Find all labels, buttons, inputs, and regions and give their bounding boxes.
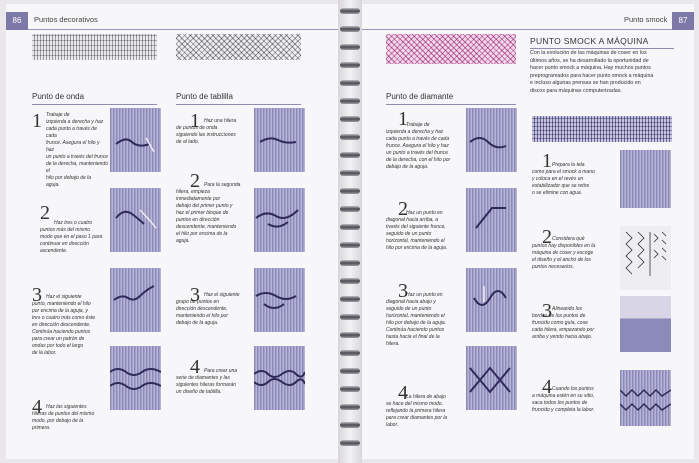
- header-rule: [362, 29, 672, 30]
- sample-swatch-trellis: [176, 34, 301, 60]
- step-text: Haz el siguiente grupo de puntos en dirección descendente, manteniendo el hilo por debajo de la aguja.: [176, 292, 240, 326]
- step-photo: [110, 268, 161, 332]
- section-title: Punto de onda: [32, 92, 85, 101]
- sample-swatch-wave: [32, 34, 157, 60]
- step-number: 1: [398, 108, 408, 130]
- step-text: Prepara la tela como para el smock a mano y coloca en el revés un estabilizador que se retire o se elimine con agua.: [532, 162, 595, 196]
- step-text: Considera qué puntos hay disponibles en la máquina de coser y escoge el diseño y el ancho de los puntos necesarios.: [532, 236, 596, 270]
- step-text: Haz tres o cuatro puntos más del mismo modo que en el paso 1 para continuar en dirección ascendente.: [40, 220, 103, 254]
- step-number: 4: [542, 376, 552, 398]
- step-text: Cuando los puntos a máquina estén en su sitio, saca todos los puntos de fruncido y completa la labor.: [532, 386, 595, 413]
- section-title: Punto de diamante: [386, 92, 454, 101]
- step-text: Para crear una serie de diamantes y las siguientes hileras formarán un diseño de tablilla.: [176, 368, 238, 395]
- step-text: Trabaje de izquierda a derecha y haz cada punto a través de cada frunce. Asegura el hilo y haz un punto a través del frunce de la derecha, con el hilo por debajo de la aguja.: [386, 122, 451, 170]
- sample-swatch-diamond: [386, 34, 516, 64]
- spiral-binding: [338, 0, 362, 463]
- step-photo: [466, 108, 517, 172]
- step-text: Haz el siguiente punto, manteniendo el hilo por encima de la aguja, y tres o cuatro más como éste en dirección descendente. Continúa haciendo puntos para crear un patrón de ondas por todo el largo de la labor.: [32, 294, 96, 356]
- step-number: 1: [542, 150, 552, 172]
- step-number: 2: [190, 170, 200, 192]
- step-photo: [466, 268, 517, 332]
- header-title: Puntos decorativos: [34, 15, 98, 24]
- machine-intro: Con la evolución de las máquinas de coser en los últimos años, se ha desarrollado la oportunidad de hacer punto smock a máquina. Hay muchos puntos preprogramados para hacer punto smock a máquina e incluso algunas prensas se han producido en discos para máquinas computerizadas.: [530, 50, 654, 94]
- right-header: [362, 12, 694, 30]
- step-number: 3: [32, 284, 42, 306]
- machine-section-title: PUNTO SMOCK A MÁQUINA: [530, 36, 649, 46]
- step-number: 2: [40, 202, 50, 224]
- step-photo: [620, 370, 671, 426]
- page-number: 86: [6, 12, 28, 30]
- step-text: Haz una hilera de puntos de onda siguiendo las instrucciones de al lado.: [176, 118, 237, 145]
- step-number: 3: [190, 284, 200, 306]
- section-title: Punto de tablilla: [176, 92, 233, 101]
- step-photo: [254, 108, 305, 172]
- step-photo: [254, 188, 305, 252]
- step-photo: [466, 188, 517, 252]
- sample-swatch-machine: [532, 116, 672, 142]
- step-photo: [254, 346, 305, 410]
- step-text: Alineando los bordes de los puntos de fruncido como guía, cose cada hilera, empezando por arriba y yendo hacia abajo.: [532, 306, 594, 340]
- right-page: [362, 4, 694, 459]
- step-number: 4: [190, 356, 200, 378]
- step-photo: [110, 188, 161, 252]
- section-rule: [32, 104, 157, 105]
- step-text: Haz las siguientes hileras de puntos del mismo modo, por debajo de la primera.: [32, 404, 95, 431]
- step-number: 4: [32, 396, 42, 418]
- step-number: 4: [398, 382, 408, 404]
- step-number: 2: [398, 198, 408, 220]
- section-rule: [386, 104, 516, 105]
- step-photo: [110, 346, 161, 410]
- left-header: [6, 12, 338, 30]
- step-number: 1: [32, 110, 42, 132]
- step-number: 1: [190, 110, 200, 132]
- step-photo: [466, 346, 517, 410]
- header-rule: [28, 29, 338, 30]
- header-title: Punto smock: [624, 15, 668, 24]
- step-number: 3: [398, 280, 408, 302]
- machine-stitch-panel: [620, 226, 671, 290]
- step-text: Trabaje de izquierda a derecha y haz cada punto a través de cada fruncé. Asegura el hilo y haz un punto a través del frunce de la derecha, manteniendo el hilo por debajo de la aguja.: [46, 112, 108, 188]
- left-page: [6, 4, 338, 459]
- section-rule: [176, 104, 301, 105]
- step-photo: [254, 268, 305, 332]
- section-rule: [530, 48, 674, 49]
- step-photo: [620, 150, 671, 208]
- step-number: 3: [542, 300, 552, 322]
- step-number: 2: [542, 226, 552, 248]
- step-photo: [110, 108, 161, 172]
- machine-photo: [620, 296, 671, 352]
- step-text: Para la segunda hilera, empieza inmediatamente por debajo del primer punto y haz el primer bloque de puntos en dirección descendente, manteniendo el hilo por encima de la aguja.: [176, 182, 241, 244]
- step-text: La hilera de abajo se hace del mismo modo, reflejando la primera hilera para crear diamantes por la labor.: [386, 394, 448, 428]
- page-number: 87: [672, 12, 694, 30]
- step-text: Haz un punto en diagonal hacia abajo y seguido de un punto horizontal, manteniendo el hilo por debajo de la aguja. Continúa haciendo puntos hasta hacia el final de la hilera.: [386, 292, 447, 347]
- step-text: Haz un punto en diagonal hacia arriba, a través del siguiente frunce, seguido de un punto horizontal, manteniendo el hilo por encima de la aguja.: [386, 210, 448, 251]
